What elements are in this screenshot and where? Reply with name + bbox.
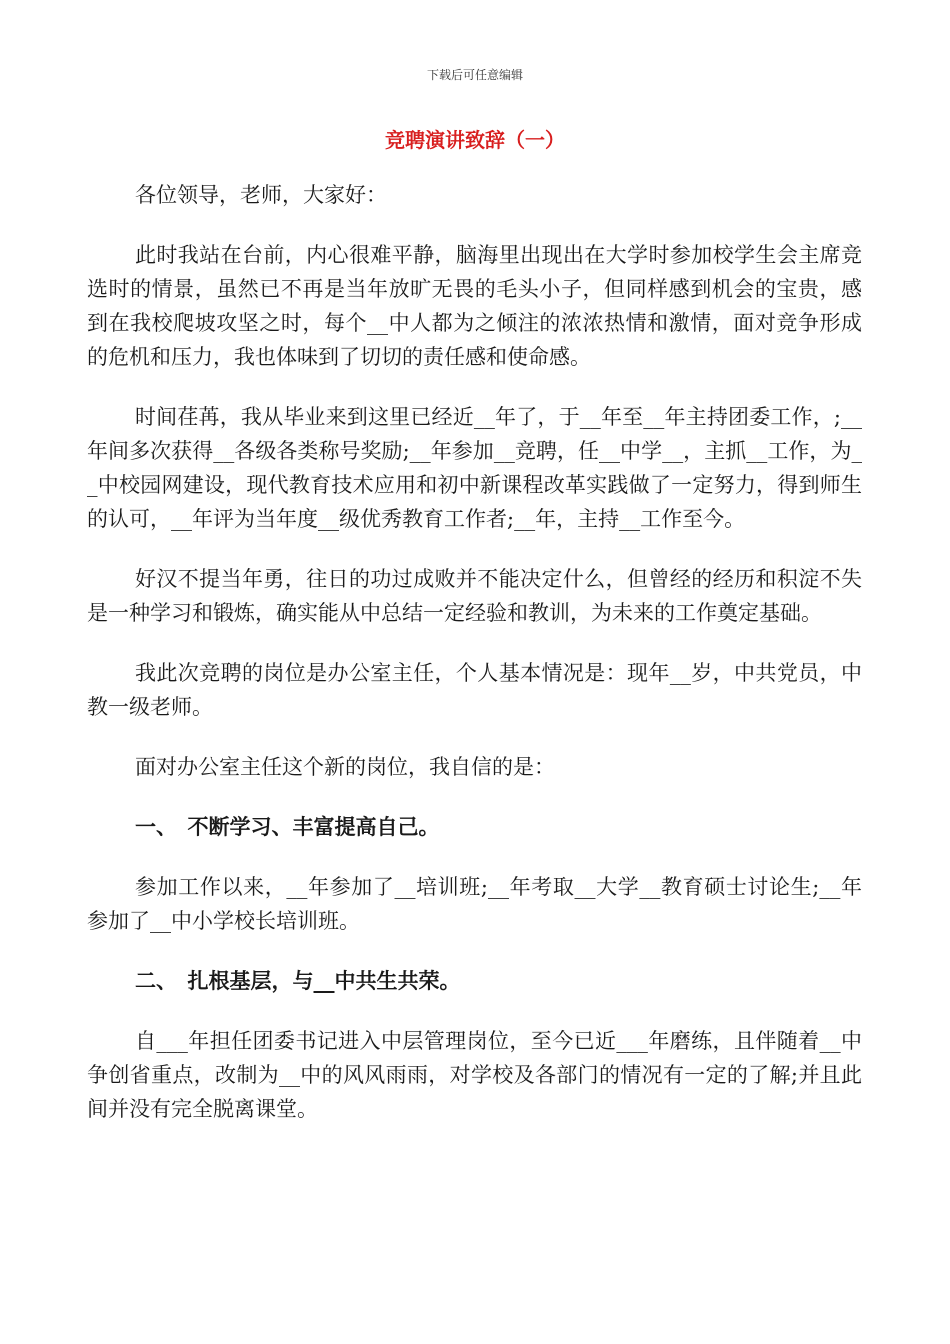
body-paragraph: 我此次竞聘的岗位是办公室主任，个人基本情况是：现年__岁，中共党员，中教一级老师。 [87, 661, 862, 719]
greeting-paragraph: 各位领导，老师，大家好： [135, 183, 387, 207]
body-paragraph: 参加工作以来，__年参加了__培训班;__年考取__大学__教育硕士讨论生;__年参加了__中小学校长培训班。 [87, 875, 862, 933]
body-paragraph: 面对办公室主任这个新的岗位，我自信的是： [135, 755, 555, 779]
section-heading: 一、 不断学习、丰富提高自己。 [135, 814, 440, 839]
header-note: 下载后可任意编辑 [426, 68, 523, 82]
body-paragraph: 时间荏苒，我从毕业来到这里已经近__年了，于__年至__年主持团委工作，;__年间多次获得__各级各类称号奖励;__年参加__竞聘，任__中学__，主抓__工作，为__中校园网建设，现代教育技术应用和初中新课程改革实践做了一定努力，得到师生的认可，__年评为当年度__级优秀教育工作者;__年，主持__工作至今。 [87, 405, 862, 531]
document-title: 竞聘演讲致辞（一） [385, 128, 565, 152]
document-body [87, 178, 862, 1152]
body-paragraph: 此时我站在台前，内心很难平静，脑海里出现出在大学时参加校学生会主席竞选时的情景，虽然已不再是当年放旷无畏的毛头小子，但同样感到机会的宝贵，感到在我校爬坡攻坚之时，每个__中人都为之倾注的浓浓热情和激情，面对竞争形成的危机和压力，我也体味到了切切的责任感和使命感。 [87, 243, 862, 369]
section-heading: 二、 扎根基层，与__中共生共荣。 [135, 968, 461, 993]
body-paragraph: 好汉不提当年勇，往日的功过成败并不能决定什么，但曾经的经历和积淀不失是一种学习和锻炼，确实能从中总结一定经验和教训，为未来的工作奠定基础。 [87, 567, 862, 625]
body-paragraph: 自___年担任团委书记进入中层管理岗位，至今已近___年磨练，且伴随着__中争创省重点，改制为__中的风风雨雨，对学校及各部门的情况有一定的了解;并且此间并没有完全脱离课堂。 [87, 1029, 862, 1121]
